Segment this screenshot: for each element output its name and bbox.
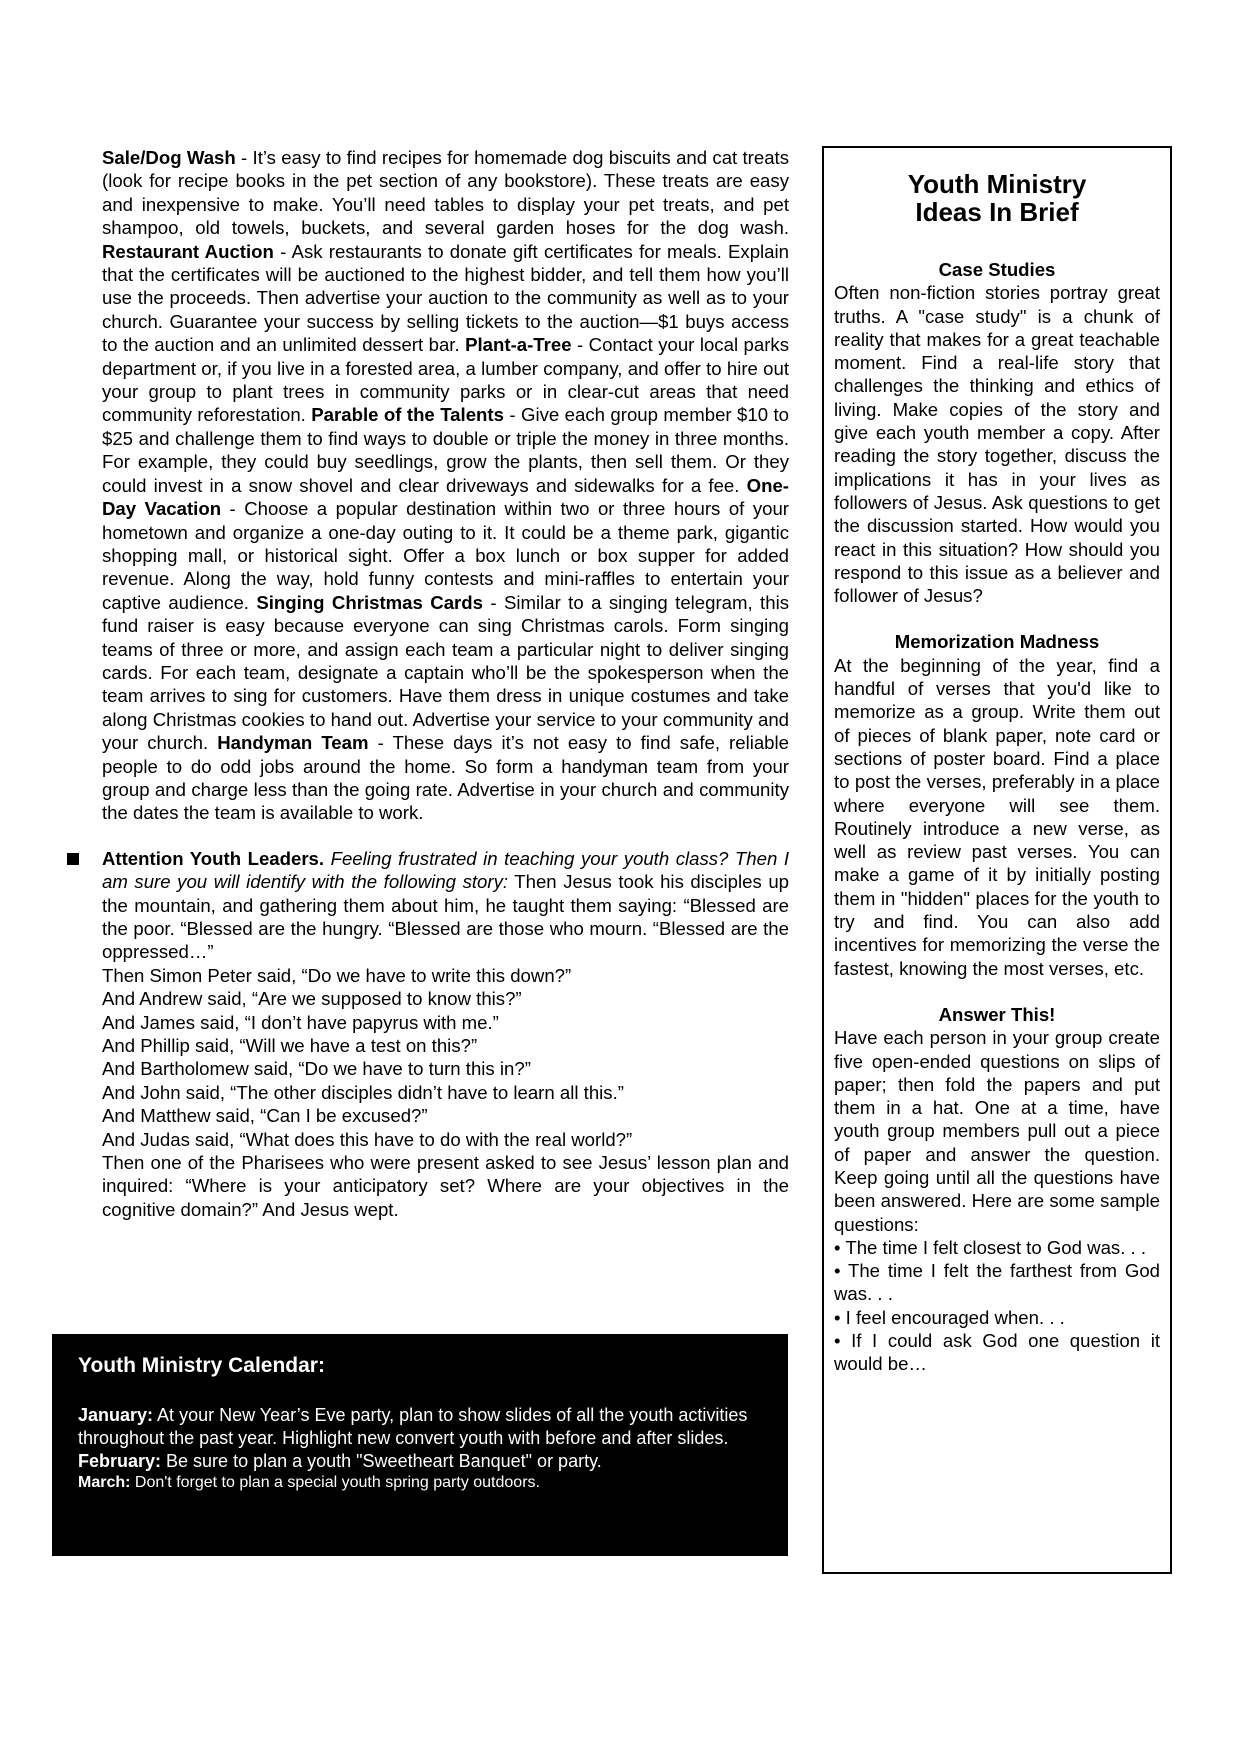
calendar-entry-january [78, 1404, 762, 1450]
dialogue-line: And Phillip said, “Will we have a test on this?” [102, 1035, 478, 1057]
attention-youth-leaders-section [102, 847, 789, 1222]
sidebar-title-line: Youth Ministry [907, 169, 1087, 199]
calendar-entry-february [78, 1450, 762, 1473]
youth-ministry-calendar [52, 1334, 788, 1556]
idea-description: - Choose a popular destination within two or three hours of your hometown and organize a one-day outing to it. It could be a theme park, gigantic shopping mall, or historical sight. Offer a box lunch or box supper for added revenue. Along the way, hold funny contests and mini-raffles to entertain your captive audience. [102, 498, 789, 613]
dialogue-line: And James said, “I don’t have papyrus with me.” [102, 1011, 499, 1033]
calendar-month: January: [78, 1405, 154, 1425]
idea-title: Singing Christmas Cards [256, 591, 483, 613]
square-bullet-icon [67, 853, 79, 865]
calendar-title: Youth Ministry Calendar: [78, 1354, 325, 1377]
memorization-heading: Memorization Madness [894, 631, 1100, 653]
calendar-month: March: [78, 1474, 131, 1491]
dialogue-line: And John said, “The other disciples didn’t have to learn all this.” [102, 1081, 624, 1103]
fundraiser-ideas-paragraph [102, 146, 789, 825]
calendar-month: February: [78, 1451, 162, 1471]
idea-title: One-Day Vacation [102, 474, 789, 520]
idea-description: - Contact your local parks department or, if you live in a forested area, a lumber company, and offer to hire out your group to plant trees in community parks or in clear-cut areas that need community reforestation. [102, 334, 789, 426]
attention-paragraph [102, 847, 789, 964]
idea-description: - It’s easy to find recipes for homemade dog biscuits and cat treats (look for recipe books in the pet section of any bookstore). These treats are easy and inexpensive to make. You’ll need tables to display your pet treats, and pet shampoo, old towels, buckets, and several garden hoses for the dog wash. [102, 147, 789, 239]
case-studies-text: Often non-fiction stories portray great truths. A "case study" is a chunk of reality that makes for a great teachable moment. Find a real-life story that challenges the thinking and ethics of living. Make copies of the story and give each youth member a copy. After reading the story together, discuss the implications it has in your lives as followers of Jesus. Ask questions to get the discussion started. How would you react in this situation? How should you respond to this issue as a believer and follower of Jesus? [834, 282, 1160, 607]
attention-intro: Feeling frustrated in teaching your youth class? Then I am sure you will identify with the following story: [102, 847, 789, 893]
idea-description: - Give each group member $10 to $25 and challenge them to find ways to double or triple the money in three months. For example, they could buy seedlings, grow the plants, then sell them. Or they could invest in a snow shovel and clear driveways and sidewalks for a fee. [102, 404, 789, 496]
idea-title: Sale/Dog Wash [102, 147, 236, 168]
dialogue-line: Then Simon Peter said, “Do we have to write this down?” [102, 964, 572, 986]
disciples-dialogue [102, 964, 789, 1151]
attention-heading: Attention Youth Leaders. [102, 847, 325, 869]
idea-title: Plant-a-Tree [465, 334, 572, 356]
ideas-in-brief-sidebar [822, 146, 1172, 1574]
dialogue-line: And Bartholomew said, “Do we have to turn this in?” [102, 1058, 531, 1080]
idea-description: - Similar to a singing telegram, this fund raiser is easy because everyone can sing Christmas carols. Form singing teams of three or more, and assign each team a particular night to deliver singing cards. For each team, designate a captain who’ll be the spokesperson when the team arrives to sing for customers. Have them dress in unique costumes and take along Christmas cookies to hand out. Advertise your service to your community and your church. [102, 591, 789, 754]
sidebar-title-line: Ideas In Brief [915, 197, 1079, 227]
calendar-entry-text: Be sure to plan a youth "Sweetheart Banquet" or party. [161, 1451, 602, 1471]
idea-title: Parable of the Talents [311, 404, 504, 426]
sample-question: • I feel encouraged when. . . [834, 1306, 1065, 1328]
sample-question: • The time I felt the farthest from God was. . . [834, 1260, 1160, 1305]
closing-paragraph: Then one of the Pharisees who were present asked to see Jesus’ lesson plan and inquired: “Where is your anticipatory set? Where are your objectives in the cognitive domain?” And Jesus wept. [102, 1152, 789, 1220]
calendar-entry-march [78, 1473, 762, 1493]
calendar-entry-text: Don't forget to plan a special youth spring party outdoors. [130, 1474, 540, 1491]
sample-questions-list [834, 1236, 1160, 1376]
memorization-text: At the beginning of the year, find a handful of verses that you'd like to memorize as a group. Write them out of pieces of blank paper, note card or sections of poster board. Find a place to post the verses, preferably in a place where everyone will see them. Routinely introduce a new verse, as well as review past verses. You can make a game of it by initially posting them in "hidden" places for the youth to try and find. You can also add incentives for memorizing the verse the fastest, knowing the most verses, etc. [834, 654, 1160, 979]
idea-title: Handyman Team [217, 732, 369, 754]
case-studies-heading: Case Studies [938, 259, 1056, 280]
dialogue-line: And Andrew said, “Are we supposed to know this?” [102, 988, 522, 1010]
answer-this-heading: Answer This! [938, 1003, 1056, 1025]
main-column [102, 146, 789, 1221]
attention-text: Then Jesus took his disciples up the mountain, and gathering them about him, he taught them saying: “Blessed are the poor. “Blessed are the hungry. “Blessed are those who mourn. “Blessed are the oppressed…” [102, 871, 789, 963]
answer-this-text: Have each person in your group create five open-ended questions on slips of paper; then fold the papers and put them in a hat. One at a time, have youth group members pull out a piece of paper and answer the question. Keep going until all the questions have been answered. Here are some sample questions: [834, 1027, 1160, 1235]
idea-description: - Ask restaurants to donate gift certificates for meals. Explain that the certificates will be auctioned to the highest bidder, and tell them how you’ll use the proceeds. Then advertise your auction to the community as well as to your church. Guarantee your success by selling tickets to the auction—$1 buys access to the auction and an unlimited dessert bar. [102, 240, 789, 356]
dialogue-line: And Judas said, “What does this have to do with the real world?” [102, 1128, 633, 1150]
dialogue-line: And Matthew said, “Can I be excused?” [102, 1105, 428, 1127]
sidebar-title [834, 170, 1160, 226]
calendar-entry-text: At your New Year’s Eve party, plan to show slides of all the youth activities throughout the past year. Highlight new convert youth with before and after slides. [78, 1405, 748, 1448]
idea-title: Restaurant Auction [102, 240, 274, 262]
sample-question: • The time I felt closest to God was. . . [834, 1236, 1147, 1258]
idea-description: - These days it’s not easy to find safe, reliable people to do odd jobs around the home. So form a handyman team from your group and charge less than the going rate. Advertise in your church and community the dates the team is available to work. [102, 732, 789, 824]
sample-question: • If I could ask God one question it would be… [834, 1330, 1160, 1375]
